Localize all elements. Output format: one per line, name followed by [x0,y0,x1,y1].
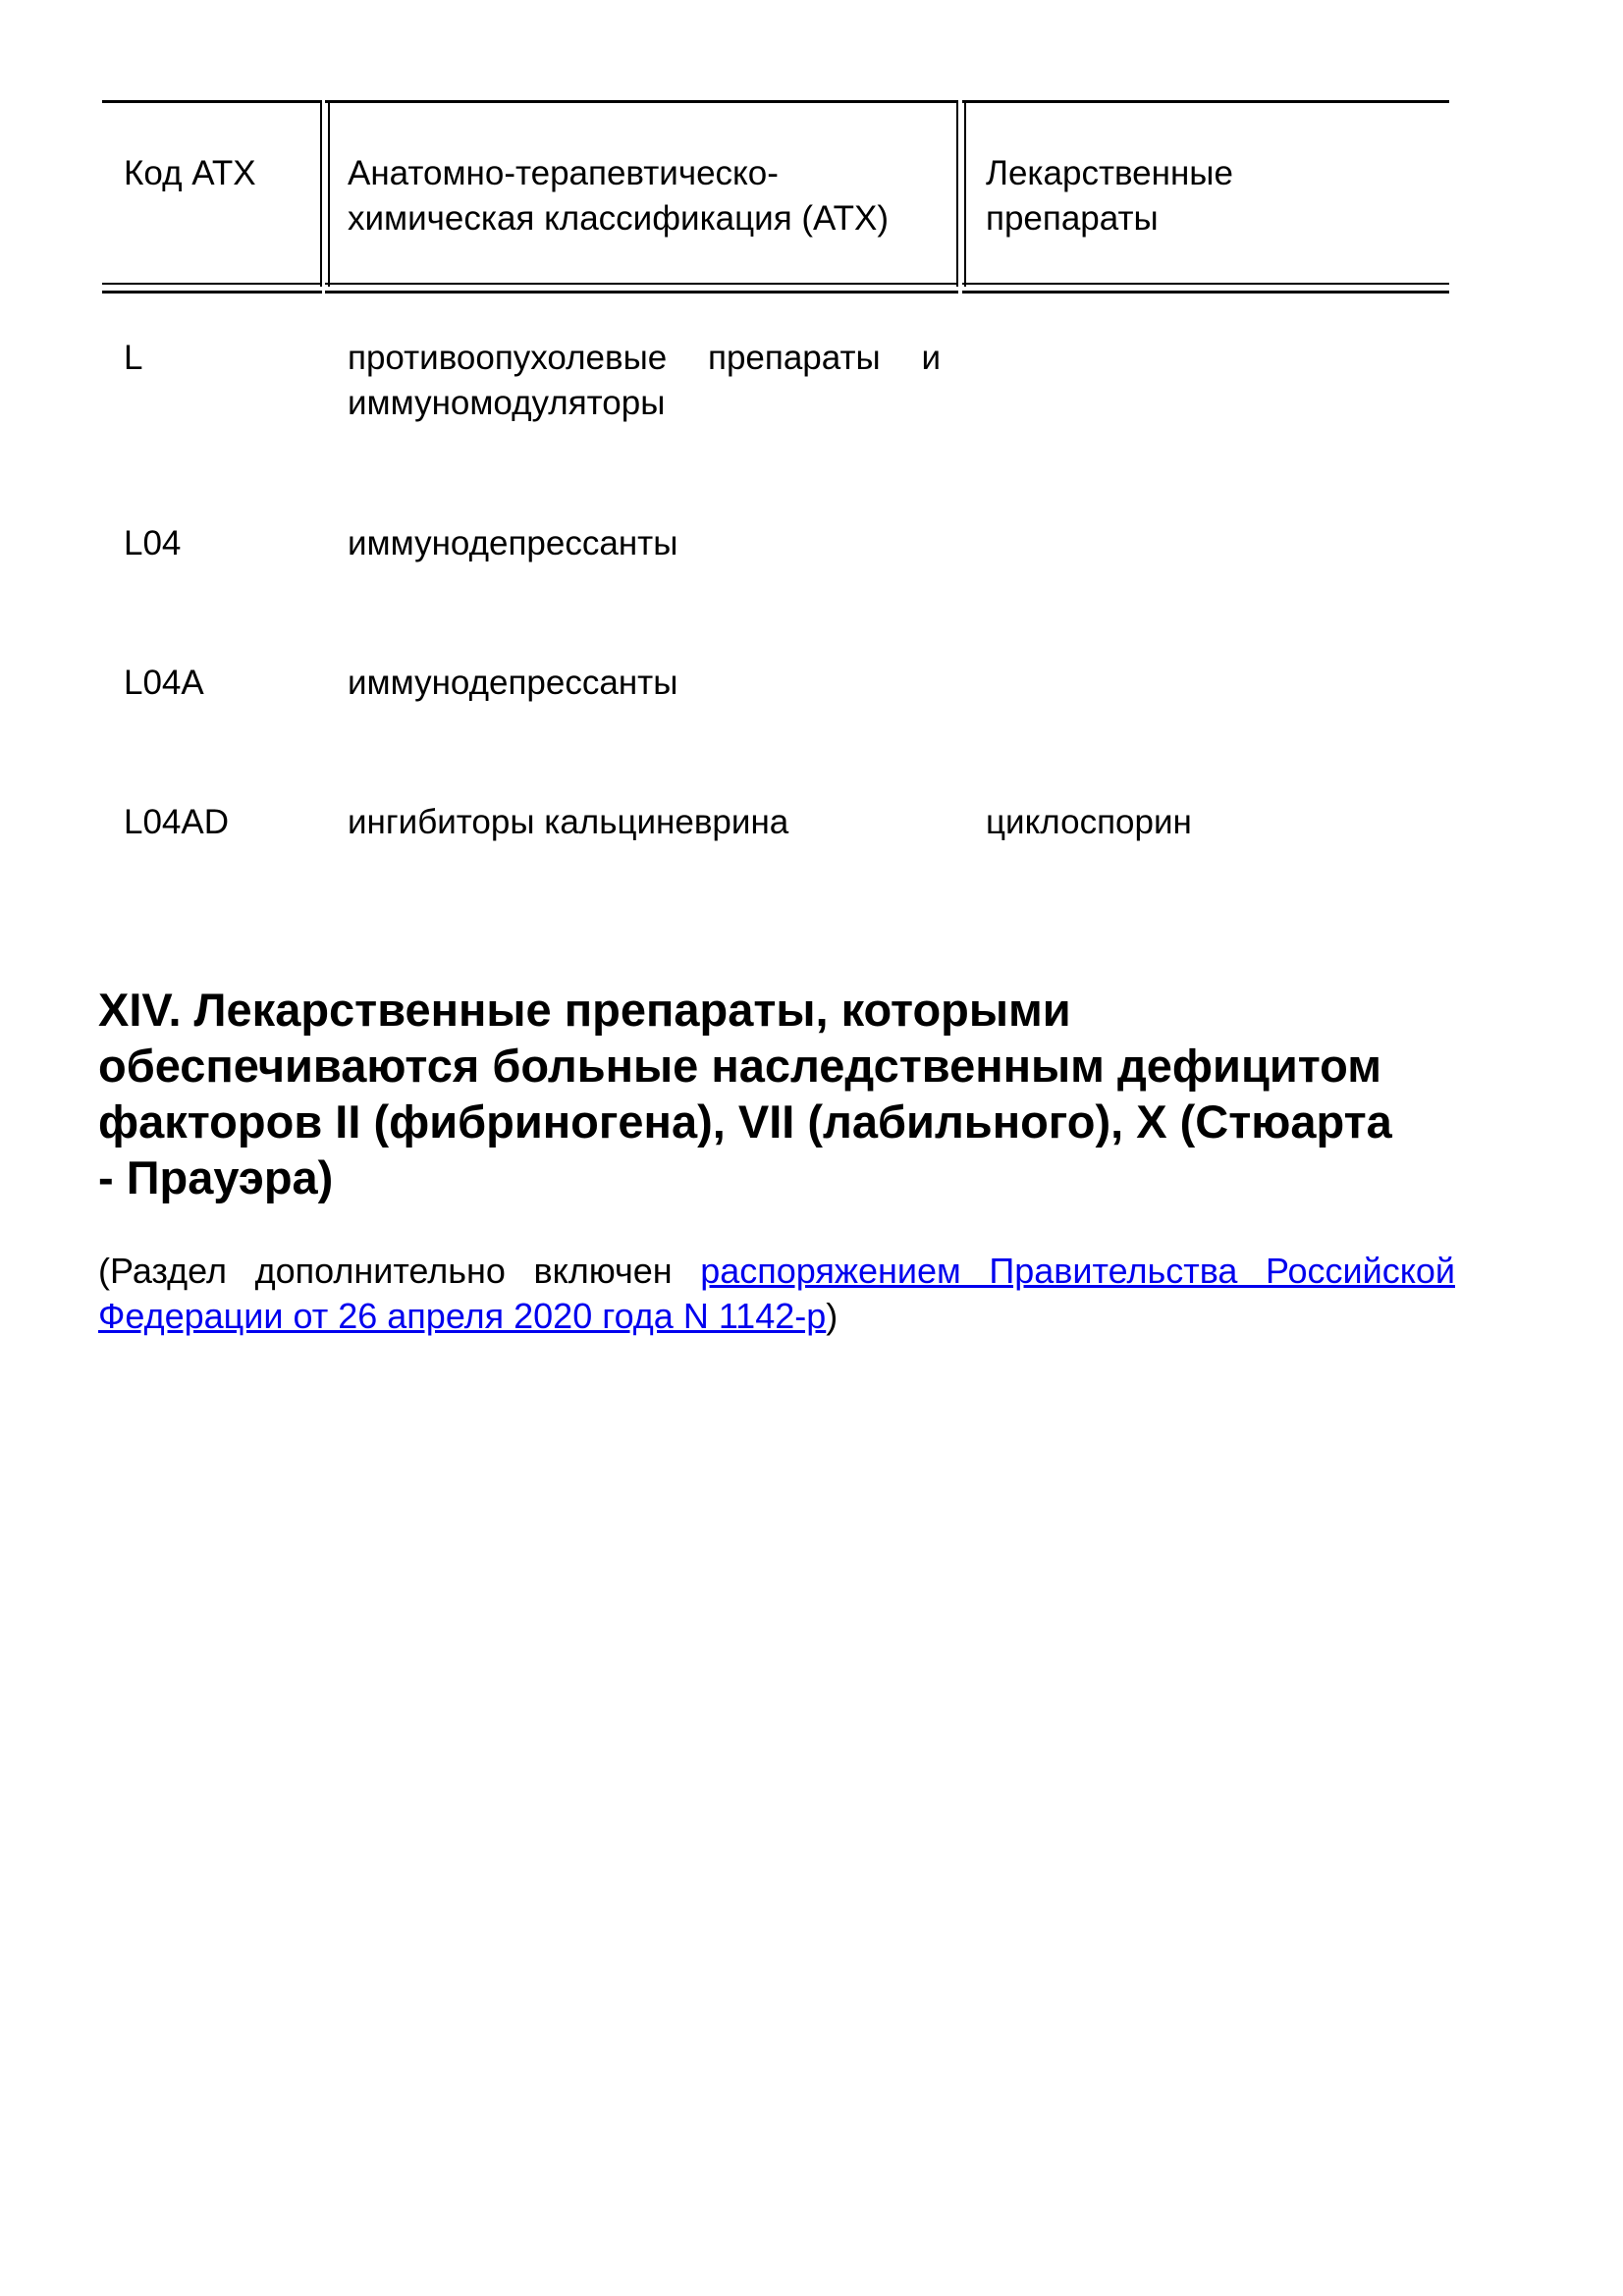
header-column-divider [964,100,966,287]
note-close-paren: ) [826,1296,839,1336]
table-row-code: L04AD [124,803,230,841]
table-row-code: L [124,339,143,377]
header-classification-line: химическая классификация (АТХ) [348,199,890,238]
header-bottom-rule [102,291,322,294]
header-bottom-rule [325,291,958,294]
header-column-divider [320,100,322,287]
table-row-classification: иммунодепрессанты [348,664,678,702]
table-row-code: L04 [124,524,182,562]
section-title-line: обеспечиваются больные наследственным дефицитом [98,1040,1381,1092]
section-title [98,982,1473,1205]
header-bottom-rule [962,283,1449,285]
table-row-classification: ингибиторы кальциневрина [348,803,789,841]
header-bottom-rule [962,291,1449,294]
section-title-line: - Прауэра) [98,1151,334,1203]
header-drugs-line: препараты [986,199,1159,238]
amendment-note [98,1249,1455,1339]
header-column-divider [328,100,330,287]
header-top-rule [325,100,958,103]
note-open-paren: ( [98,1251,110,1291]
header-code-label: Код АТХ [124,154,256,192]
table-row-classification: противоопухолевые препараты и иммуномодуляторы [348,339,941,422]
note-prefix: Раздел дополнительно включен [110,1251,701,1291]
table-row-classification: иммунодепрессанты [348,524,678,562]
header-classification [348,151,937,241]
header-bottom-rule [102,283,322,285]
header-drugs-line: Лекарственные [986,154,1233,192]
header-column-divider [956,100,958,287]
header-drugs [986,151,1437,241]
header-classification-line: Анатомно-терапевтическо- [348,154,779,192]
table-row-drug: циклоспорин [986,803,1192,841]
table-row-code: L04A [124,664,204,702]
header-top-rule [962,100,1449,103]
section-title-line: факторов II (фибриногена), VII (лабильного), X (Стюарта [98,1095,1392,1148]
decree-link[interactable]: распоряжением Правительства Российской Федерации от 26 апреля 2020 года N 1142-р [98,1251,1455,1336]
header-top-rule [102,100,322,103]
header-bottom-rule [325,283,958,285]
section-title-line: XIV. Лекарственные препараты, которыми [98,984,1071,1036]
header-code [124,151,256,196]
